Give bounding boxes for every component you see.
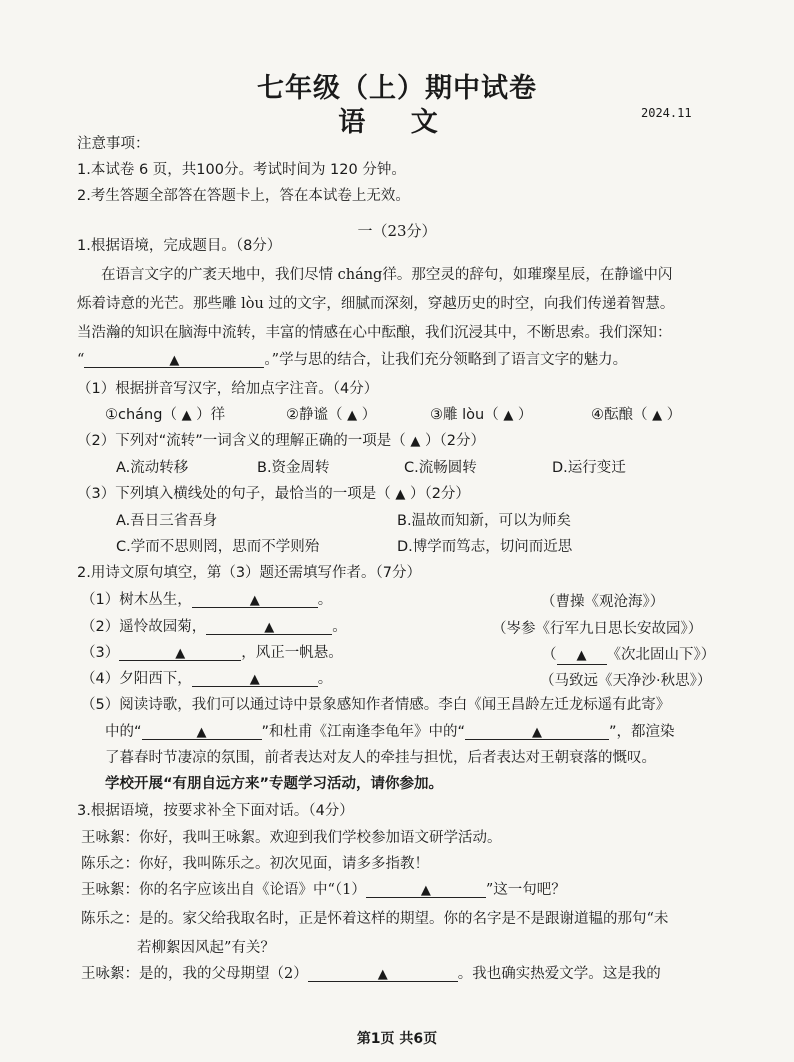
item-text: （2）遥怜故园菊， [81,619,207,635]
q1-sub3-option-a: A.吾日三省吾身 [116,513,218,529]
q1-stem: 1.根据语境，完成题目。（8分） [77,238,282,254]
author-blank [557,647,607,665]
answer-blank [192,669,318,687]
triangle-marker-icon [175,646,185,661]
q1-sub3-option-d: D.博学而笃志，切问而近思 [397,539,573,555]
q2-line-3: （3）▲ ，风正一帆悬。 [81,643,343,663]
q1-sub3-option-c: C.学而不思则罔，思而不学则殆 [116,539,320,555]
q2-source-2: （岑参《行军九日思长安故园》） [492,621,703,637]
triangle-marker-icon [410,434,420,449]
answer-blank [84,350,264,368]
q1-sub2-option-d: D.运行变迁 [552,460,626,476]
triangle-marker-icon [182,408,192,423]
q1-paragraph-line-3: 当浩瀚的知识在脑海中流转，丰富的情感在心中酝酿，我们沉浸其中，不断思索。我们深知： [77,325,672,341]
dialogue-line-4a: 陈乐之：是的。家父给我取名时，正是怀着这样的期望。你的名字是不是跟谢道韫的那句“未 [81,911,669,927]
q1-sub1-item-1 [105,405,225,426]
dialogue-line-3 [81,880,566,900]
item-text: ） [666,407,682,423]
notice-item-1: 1.本试卷 6 页，共100分。考试时间为 120 分钟。 [77,162,406,178]
answer-blank [119,643,241,661]
item-text: ”和杜甫《江南逢李龟年》中的“ [261,724,466,740]
section-heading: 一（23分） [357,222,437,240]
item-text: 《次北固山下》） [606,647,716,663]
activity-intro: 学校开展“有朋自远方来”专题学习活动，请你参加。 [105,776,444,792]
triangle-marker-icon [197,725,207,740]
item-text: 王咏絮：你的名字应该出自《论语》中“（1） [81,882,366,898]
triangle-marker-icon [532,725,542,740]
item-text: （1）树木丛生， [81,592,192,608]
triangle-marker-icon [503,408,513,423]
q2-line-4: （4）夕阳西下，▲ 。 [81,669,332,689]
q1-sub2-option-b: B.资金周转 [257,460,330,476]
q1-sub2 [77,431,485,452]
page-footer: 第1页 共6页 [356,1031,438,1047]
q1-sub1-item-3 [430,405,532,426]
q1-sub1-item-2 [286,405,376,426]
answer-blank [366,880,486,898]
q1-sub1: （1）根据拼音写汉字，给加点字注音。（4分） [77,381,379,397]
item-text: ①cháng（ [105,407,177,423]
item-text: （2）下列对“流转”一词含义的理解正确的一项是（ [77,433,406,449]
triangle-marker-icon [250,593,260,608]
item-text: （4）夕阳西下， [81,671,192,687]
dialogue-line-1: 王咏絮：你好，我叫王咏絮。欢迎到我们学校参加语文研学活动。 [81,830,502,846]
triangle-marker-icon [421,883,431,898]
triangle-marker-icon [395,487,405,502]
exam-date: 2024.11 [641,106,692,120]
item-text: ，风正一帆悬。 [241,645,343,661]
item-text: （ [542,647,557,663]
triangle-marker-icon [264,620,274,635]
item-text: ）（2分） [409,486,470,502]
q1-paragraph-line-4 [77,350,627,370]
q2-line-1: （1）树木丛生，▲ 。 [81,590,332,610]
q1-sub3 [77,484,470,505]
triangle-marker-icon [652,408,662,423]
q2-stem: 2.用诗文原句填空，第（3）题还需填写作者。（7分） [77,565,422,581]
q2-line-5a: （5）阅读诗歌，我们可以通过诗中景象感知作者情感。李白《闻王昌龄左迁龙标遥有此寄》 [81,697,671,713]
q2-line-2: （2）遥怜故园菊，▲ 。 [81,617,347,637]
q1-paragraph-line-2: 烁着诗意的光芒。那些雕 lòu 过的文字，细腻而深刻，穿越历史的时空，向我们传递着智慧。 [77,296,675,312]
item-text: ）徉 [196,407,226,423]
dialogue-line-2: 陈乐之：你好，我叫陈乐之。初次见面，请多多指教！ [81,856,429,872]
triangle-marker-icon [250,672,260,687]
item-text: ”，都渲染 [609,724,675,740]
quote-tail: 。”学与思的结合，让我们充分领略到了语言文字的魅力。 [264,352,628,368]
item-text: ）（2分） [424,433,485,449]
q1-sub3-option-b: B.温故而知新，可以为师矣 [397,513,572,529]
q1-sub1-item-4 [591,405,681,426]
dialogue-line-5 [81,964,661,984]
item-text: 中的“ [105,724,142,740]
q2-line-5c: 了暮春时节凄凉的氛围，前者表达对友人的牵挂与担忧，后者表达对王朝衰落的慨叹。 [105,750,656,766]
answer-blank [142,722,262,740]
item-text: ） [517,407,533,423]
item-text: 。我也确实热爱文学。这是我的 [457,966,661,982]
dialogue-line-4b: 若柳絮因风起”有关？ [137,940,275,956]
notice-heading: 注意事项： [77,136,150,152]
subject-title: 语 文 [338,107,456,138]
item-text: ②静谧（ [286,407,343,423]
triangle-marker-icon [378,967,388,982]
exam-title: 七年级（上）期中试卷 [257,73,537,104]
q1-paragraph-line-1: 在语言文字的广袤天地中，我们尽情 cháng徉。那空灵的辞句，如璀璨星辰，在静谧中闪 [101,267,673,283]
item-text: ④酝酿（ [591,407,648,423]
item-text: 王咏絮：是的，我的父母期望（2） [81,966,308,982]
triangle-marker-icon [577,648,587,663]
answer-blank [465,722,609,740]
item-text: ”这一句吧？ [485,882,566,898]
q3-stem: 3.根据语境，按要求补全下面对话。（4分） [77,803,354,819]
open-quote: “ [77,352,85,368]
item-text: （3）下列填入横线处的句子，最恰当的一项是（ [77,486,391,502]
q2-source-1: （曹操《观沧海》） [541,594,665,610]
answer-blank [308,964,458,982]
q2-source-4: （马致远《天净沙·秋思》） [540,673,712,689]
q1-sub2-option-c: C.流畅圆转 [404,460,477,476]
answer-blank [206,617,332,635]
triangle-marker-icon [169,353,179,368]
q1-sub2-option-a: A.流动转移 [116,460,189,476]
item-text: ③雕 lòu（ [430,407,499,423]
answer-blank [192,590,318,608]
q2-line-5b [105,722,675,742]
q2-source-3 [542,643,715,665]
notice-item-2: 2.考生答题全部答在答题卡上，答在本试卷上无效。 [77,188,410,204]
item-text: ） [361,407,377,423]
triangle-marker-icon [347,408,357,423]
